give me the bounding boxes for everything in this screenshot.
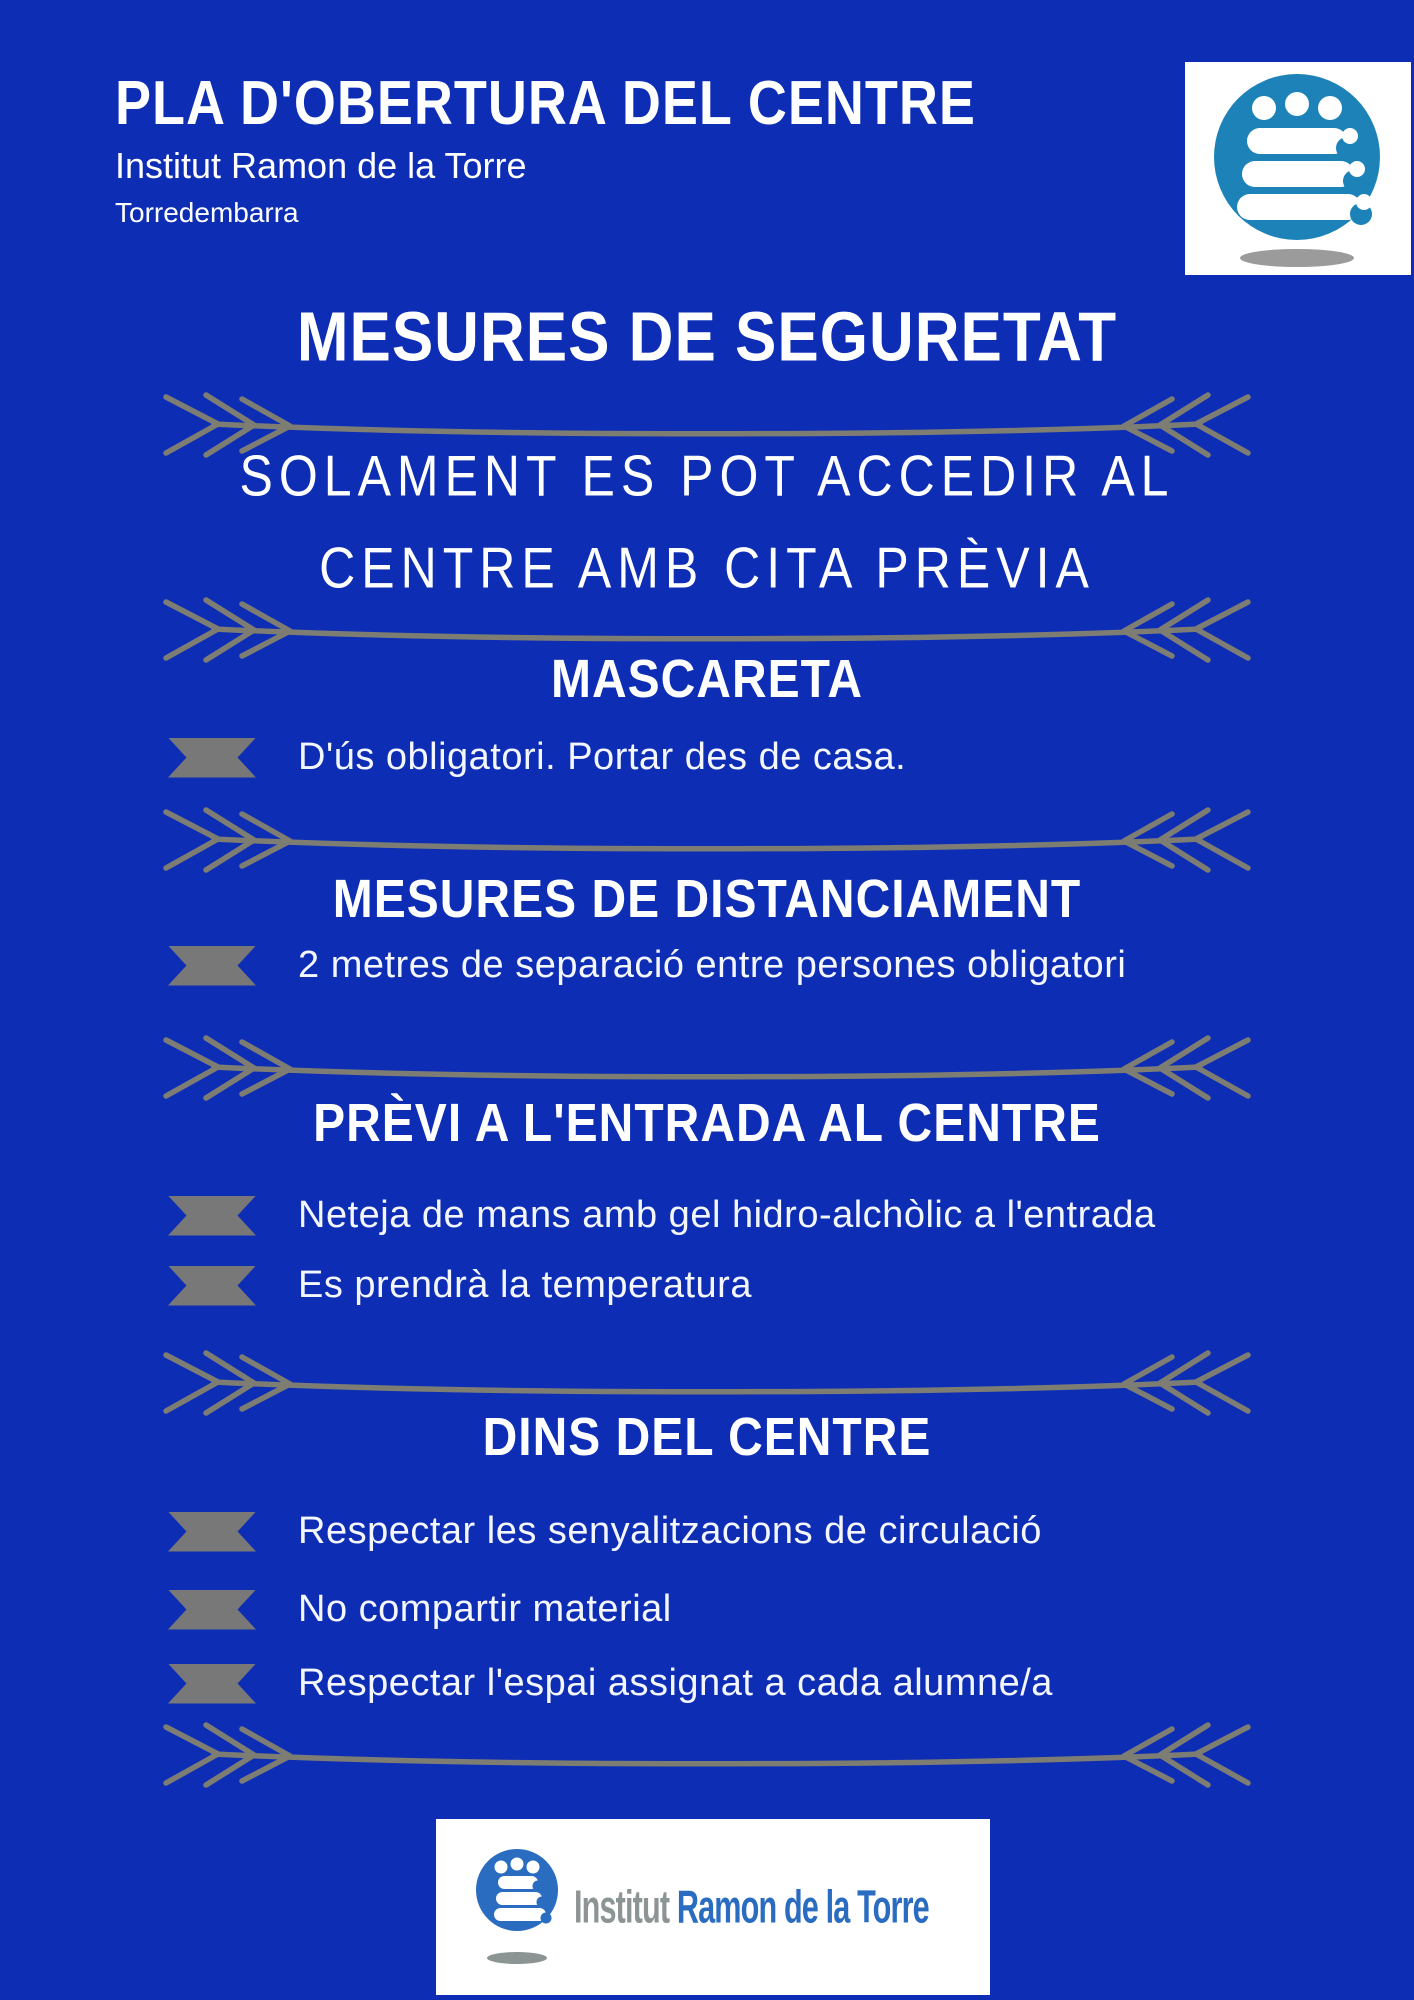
header-subtitle: Institut Ramon de la Torre <box>115 145 527 187</box>
main-title: MESURES DE SEGURETAT <box>296 298 1118 377</box>
ribbon-bullet-icon <box>168 1266 256 1306</box>
header <box>115 70 976 229</box>
footer-wordmark <box>574 1880 929 1935</box>
ribbon-bullet-icon <box>168 738 256 778</box>
notice-line-1: SOLAMENT ES POT ACCEDIR AL <box>239 443 1175 509</box>
list-item-text: Respectar l'espai assignat a cada alumne/a <box>298 1662 1053 1704</box>
list-item-text: Es prendrà la temperatura <box>298 1264 752 1306</box>
list-item-text: D'ús obligatori. Portar des de casa. <box>298 736 907 778</box>
arrow-divider <box>144 1719 1270 1795</box>
list-item <box>168 944 1126 987</box>
section-heading-distanciament: MESURES DE DISTANCIAMENT <box>332 869 1082 930</box>
list-item-text: Neteja de mans amb gel hidro-alchòlic a l'entrada <box>298 1194 1156 1236</box>
ribbon-bullet-icon <box>168 1512 256 1552</box>
list-item-text: 2 metres de separació entre persones obligatori <box>298 944 1127 986</box>
stacked-books-icon <box>474 1842 560 1972</box>
list-item-text: Respectar les senyalitzacions de circulació <box>298 1510 1042 1552</box>
list-item <box>168 1588 672 1631</box>
stacked-books-icon <box>1185 62 1411 275</box>
notice-line-2: CENTRE AMB CITA PRÈVIA <box>319 535 1095 601</box>
school-logo <box>1185 62 1411 275</box>
arrow-divider-icon <box>144 1719 1270 1795</box>
ribbon-bullet-icon <box>168 1196 256 1236</box>
ribbon-bullet-icon <box>168 946 256 986</box>
ribbon-bullet-icon <box>168 1590 256 1630</box>
ribbon-bullet-icon <box>168 1664 256 1704</box>
list-item-text: No compartir material <box>298 1588 672 1630</box>
list-item <box>168 1264 752 1307</box>
section-heading-mascareta: MASCARETA <box>550 649 864 710</box>
footer-logo <box>436 1819 990 1995</box>
section-heading-previ-entrada: PRÈVI A L'ENTRADA AL CENTRE <box>313 1093 1101 1154</box>
header-location: Torredembarra <box>115 197 299 229</box>
section-heading-dins-centre: DINS DEL CENTRE <box>482 1407 932 1468</box>
footer-wordmark-name: Ramon de la Torre <box>676 1879 929 1933</box>
access-notice <box>0 430 1414 614</box>
list-item <box>168 1510 1042 1553</box>
page-title: PLA D'OBERTURA DEL CENTRE <box>115 68 976 138</box>
list-item <box>168 1194 1156 1237</box>
list-item <box>168 1662 1053 1705</box>
list-item <box>168 736 906 779</box>
footer-wordmark-institut: Institut <box>574 1879 670 1933</box>
